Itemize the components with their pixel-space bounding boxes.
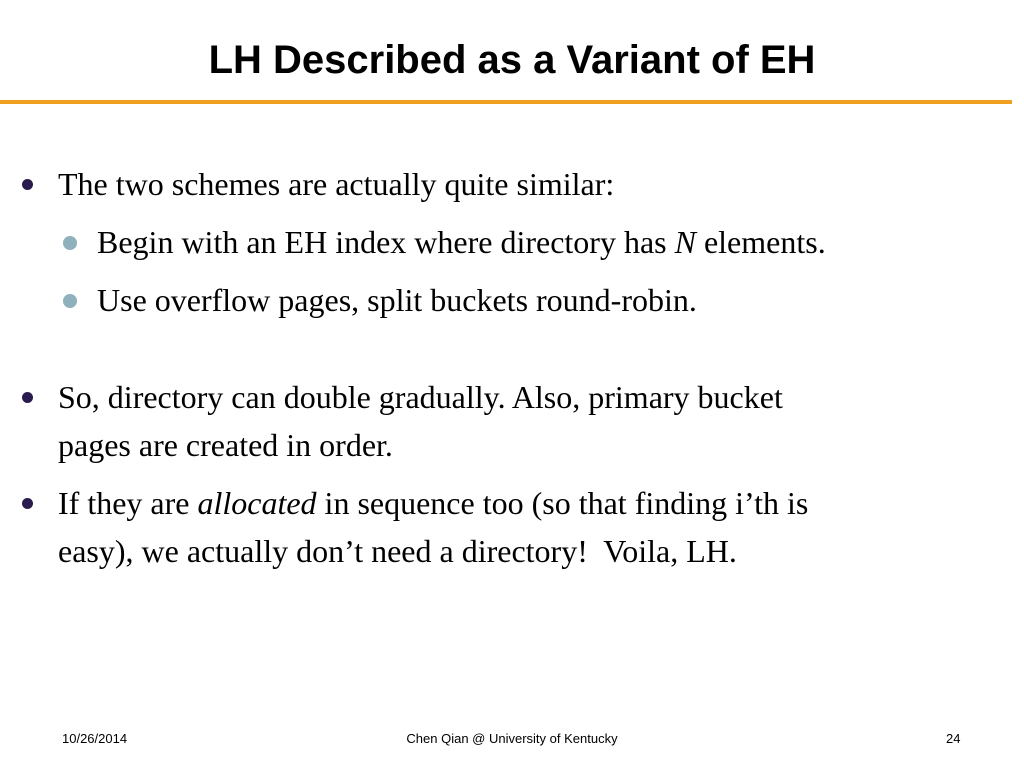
footer-page-number: 24 bbox=[946, 731, 961, 746]
sub-bullet-2-label: Use overflow pages, split buckets round-robin. bbox=[97, 282, 697, 318]
sub-bullet-1-after: elements. bbox=[695, 224, 826, 260]
bullet-2-text bbox=[58, 373, 783, 469]
bullet-3-after: in sequence too (so that finding i’th is bbox=[316, 485, 809, 521]
bullet-3-line-2: easy), we actually don’t need a directory! Voila, LH. bbox=[58, 533, 737, 569]
sub-bullet-1-before: Begin with an EH index where directory has bbox=[97, 224, 675, 260]
bullet-3-before: If they are bbox=[58, 485, 198, 521]
bullet-dot-icon bbox=[22, 179, 33, 190]
footer-author: Chen Qian @ University of Kentucky bbox=[406, 731, 618, 746]
bullet-3-line-1 bbox=[58, 479, 808, 527]
sub-bullet-1-italic: N bbox=[674, 224, 696, 260]
title-underline bbox=[0, 100, 1012, 104]
bullet-3-text bbox=[58, 479, 808, 575]
bullet-1-text bbox=[58, 160, 614, 208]
bullet-3-italic: allocated bbox=[197, 485, 317, 521]
sub-bullet-1-text bbox=[97, 218, 826, 266]
sub-bullet-dot-icon bbox=[63, 294, 77, 308]
bullet-2-line-2: pages are created in order. bbox=[58, 427, 393, 463]
sub-bullet-2-text bbox=[97, 276, 697, 324]
bullet-dot-icon bbox=[22, 392, 33, 403]
slide-title: LH Described as a Variant of EH bbox=[208, 38, 816, 82]
sub-bullet-dot-icon bbox=[63, 236, 77, 250]
bullet-1-label: The two schemes are actually quite similar: bbox=[58, 166, 615, 202]
footer-date: 10/26/2014 bbox=[62, 731, 128, 746]
bullet-dot-icon bbox=[22, 498, 33, 509]
bullet-2-line-1: So, directory can double gradually. Also, primary bucket bbox=[58, 379, 783, 415]
